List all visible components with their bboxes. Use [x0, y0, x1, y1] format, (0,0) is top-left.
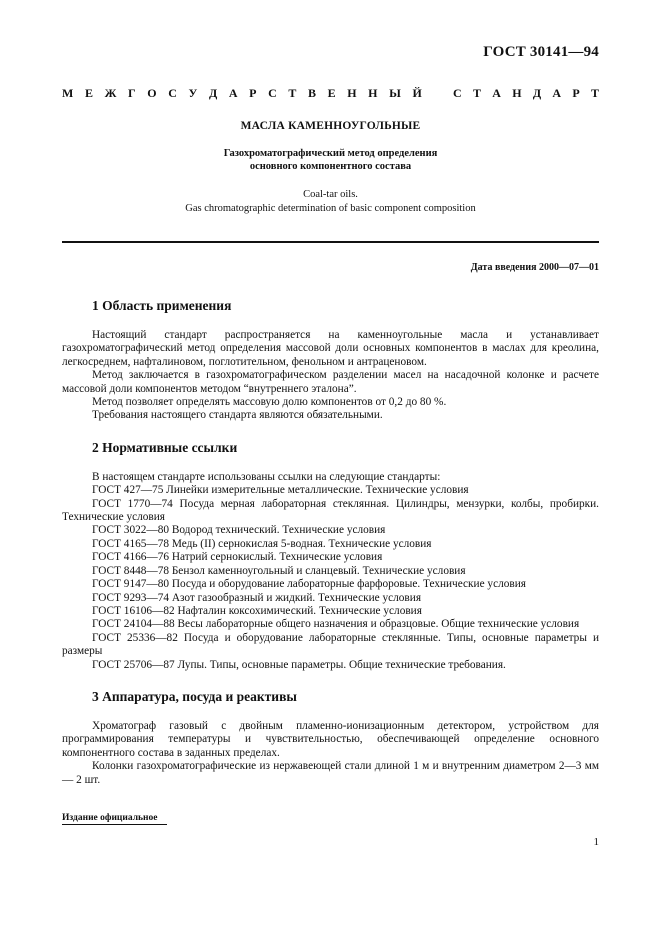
banner-letter: А: [552, 86, 562, 100]
banner-word-standard: [453, 86, 599, 101]
reference-item: ГОСТ 4165—78 Медь (II) сернокислая 5-водная. Технические условия: [92, 537, 432, 550]
banner-letter: Е: [327, 86, 336, 100]
paragraph: Настоящий стандарт распространяется на каменноугольные масла и устанавливает газохроматографический метод определения массовой доли основных компонентов в маслах для креолина, легкосреднем, нафталиновом, поглотительном, фенольном и антраценовом.: [62, 329, 599, 368]
reference-item: ГОСТ 25336—82 Посуда и оборудование лабораторные стеклянные. Типы, основные параметры и размеры: [62, 631, 599, 658]
reference-item: ГОСТ 16106—82 Нафталин коксохимический. Технические условия: [92, 604, 422, 617]
banner-letter: Р: [572, 86, 580, 100]
paragraph: Колонки газохроматографические из нержавеющей стали длиной 1 м и внутренним диаметром 2—3 мм — 2 шт.: [62, 760, 599, 786]
reference-item: ГОСТ 25706—87 Лупы. Типы, основные параметры. Общие технические требования.: [92, 658, 506, 671]
section-heading: 2 Нормативные ссылки: [92, 439, 238, 455]
reference-list: [62, 484, 599, 672]
reference-item: ГОСТ 1770—74 Посуда мерная лабораторная стеклянная. Цилиндры, мензурки, колбы, пробирки. Технические условия: [62, 497, 599, 524]
banner-letter: Н: [368, 86, 378, 100]
banner-letter: О: [147, 86, 157, 100]
title-block: [62, 120, 599, 216]
banner-letter: М: [62, 86, 74, 100]
reference-item: ГОСТ 4166—76 Натрий сернокислый. Технические условия: [92, 551, 383, 564]
banner-letter: Н: [347, 86, 357, 100]
banner-letter: У: [188, 86, 198, 100]
document-subtitle: [62, 147, 599, 173]
paragraph: Метод заключается в газохроматографическом разделении масел на насадочной колонке и расчете массовой доли компонентов методом “внутреннего эталона”.: [62, 369, 599, 395]
banner-letter: Г: [128, 86, 136, 100]
english-title-line: Gas chromatographic determination of basic component composition: [185, 203, 476, 214]
footer-divider: [62, 824, 167, 825]
banner-letter: Т: [288, 86, 297, 100]
official-edition-note: Издание официальное: [62, 813, 158, 823]
document-title: МАСЛА КАМЕННОУГОЛЬНЫЕ: [240, 120, 421, 132]
paragraph: В настоящем стандарте использованы ссылки на следующие стандарты:: [92, 470, 441, 483]
introduction-date: Дата введения 2000—07—01: [470, 262, 599, 273]
banner-letter: Т: [590, 86, 599, 100]
reference-item: ГОСТ 9147—80 Посуда и оборудование лабораторные фарфоровые. Технические условия: [92, 578, 526, 591]
page-number: 1: [593, 836, 599, 848]
paragraph: Хроматограф газовый с двойным пламенно-ионизационным детектором, устройством для программирования температуры и чувствительностью, обеспечивающей определение основного компонентного состава в заданных пределах.: [62, 719, 599, 759]
paragraph: Метод позволяет определять массовую долю компонентов от 0,2 до 80 %.: [92, 396, 447, 409]
section-heading: 3 Аппаратура, посуда и реактивы: [92, 688, 297, 704]
banner-letter: Д: [208, 86, 218, 100]
banner-letter: С: [268, 86, 277, 100]
subtitle-line: основного компонентного состава: [249, 161, 412, 172]
banner-letter: С: [453, 86, 462, 100]
banner-letter: Ы: [389, 86, 401, 100]
banner-letter: Е: [84, 86, 93, 100]
banner-letter: А: [228, 86, 238, 100]
banner-letter: В: [307, 86, 316, 100]
english-title: [62, 188, 599, 216]
banner-letter: А: [492, 86, 501, 100]
subtitle-line: Газохроматографический метод определения: [223, 148, 438, 159]
banner-letter: Р: [249, 86, 257, 100]
reference-item: ГОСТ 8448—78 Бензол каменноугольный и сланцевый. Технические условия: [92, 564, 466, 577]
banner-letter: Н: [512, 86, 522, 100]
interstate-standard-banner: [62, 86, 599, 101]
banner-letter: Т: [472, 86, 481, 100]
reference-item: ГОСТ 24104—88 Весы лабораторные общего назначения и образцовые. Общие технические условия: [92, 618, 580, 631]
banner-word-interstate: [62, 86, 422, 101]
document-number: ГОСТ 30141—94: [483, 44, 599, 60]
paragraph: Требования настоящего стандарта являются обязательными.: [92, 409, 383, 422]
banner-letter: Ж: [104, 86, 117, 100]
banner-letter: Д: [532, 86, 542, 100]
banner-letter: Й: [412, 86, 422, 100]
header-divider: [62, 241, 599, 243]
english-title-line: Coal-tar oils.: [303, 189, 358, 200]
reference-item: ГОСТ 3022—80 Водород технический. Технические условия: [92, 524, 386, 537]
banner-letter: С: [168, 86, 177, 100]
reference-item: ГОСТ 9293—74 Азот газообразный и жидкий. Технические условия: [92, 591, 422, 604]
section-heading: 1 Область применения: [92, 298, 232, 313]
document-body: [62, 298, 599, 787]
reference-item: ГОСТ 427—75 Линейки измерительные металлические. Технические условия: [92, 484, 469, 497]
